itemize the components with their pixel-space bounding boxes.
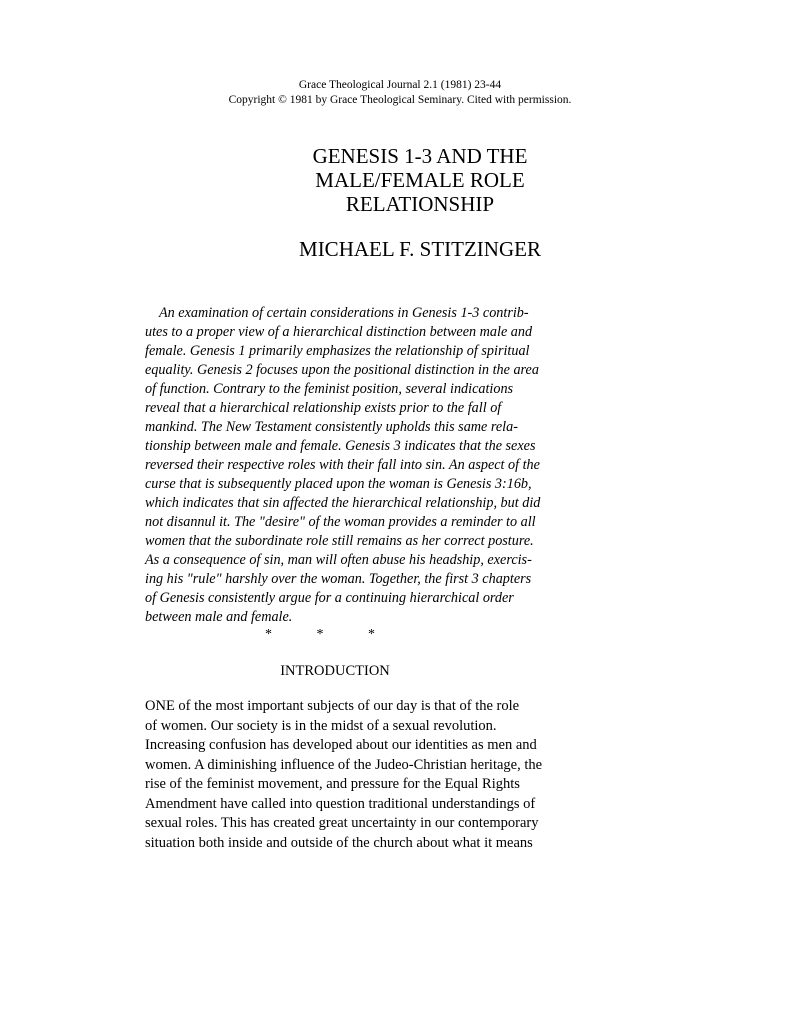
body-line: Amendment have called into question traditional understandings of (145, 795, 536, 812)
abstract-line: female. Genesis 1 primarily emphasizes the relationship of spiritual (145, 343, 530, 359)
body-line: sexual roles. This has created great uncertainty in our contemporary (145, 815, 539, 831)
section-heading: INTRODUCTION (280, 663, 390, 679)
abstract-line: of function. Contrary to the feminist position, several indications (145, 381, 514, 397)
title-line-3: RELATIONSHIP (345, 192, 495, 216)
section-separator (265, 627, 375, 643)
abstract-line: ing his "rule" harshly over the woman. Together, the first 3 chapters (145, 571, 532, 587)
abstract-line: reversed their respective roles with their fall into sin. An aspect of the (145, 457, 540, 473)
body-paragraph (145, 697, 585, 853)
abstract-line: which indicates that sin affected the hierarchical relationship, but did (145, 495, 541, 511)
separator-star: * (265, 627, 272, 642)
journal-header (140, 78, 660, 108)
abstract-line: mankind. The New Testament consistently upholds this same rela- (145, 419, 518, 435)
abstract-line: utes to a proper view of a hierarchical distinction between male and (145, 324, 533, 340)
abstract-line: not disannul it. The "desire" of the woman provides a reminder to all (145, 514, 536, 530)
abstract-line: tionship between male and female. Genesis 3 indicates that the sexes (145, 438, 536, 454)
title-line-1: GENESIS 1-3 AND THE (312, 144, 528, 168)
body-line: of women. Our society is in the midst of a sexual revolution. (145, 717, 497, 734)
abstract-line: equality. Genesis 2 focuses upon the positional distinction in the area (145, 362, 539, 378)
abstract-line: between male and female. (145, 609, 293, 625)
title-line-2: MALE/FEMALE ROLE (315, 168, 525, 192)
article-title (270, 144, 570, 216)
body-line: women. A diminishing influence of the Judeo-Christian heritage, the (145, 756, 543, 773)
body-line: situation both inside and outside of the church about what it means (145, 834, 533, 851)
abstract-line: women that the subordinate role still remains as her correct posture. (145, 533, 534, 549)
separator-star: * (316, 627, 324, 642)
body-line: ONE of the most important subjects of our day is that of the role (145, 698, 520, 714)
abstract-line: reveal that a hierarchical relationship exists prior to the fall of (145, 400, 502, 416)
author-name: MICHAEL F. STITZINGER (299, 237, 541, 261)
separator-star: * (368, 627, 375, 642)
copyright-notice: Copyright © 1981 by Grace Theological Seminary. Cited with permission. (228, 94, 572, 106)
abstract-line: An examination of certain considerations in Genesis 1-3 contrib- (159, 305, 529, 321)
abstract (145, 304, 575, 627)
body-line: Increasing confusion has developed about our identities as men and (145, 737, 537, 753)
abstract-line: As a consequence of sin, man will often abuse his headship, exercis- (145, 552, 532, 568)
journal-citation: Grace Theological Journal 2.1 (1981) 23-44 (298, 79, 502, 91)
abstract-line: curse that is subsequently placed upon the woman is Genesis 3:16b, (145, 476, 532, 492)
body-line: rise of the feminist movement, and pressure for the Equal Rights (145, 776, 520, 792)
abstract-line: of Genesis consistently argue for a continuing hierarchical order (145, 590, 514, 606)
